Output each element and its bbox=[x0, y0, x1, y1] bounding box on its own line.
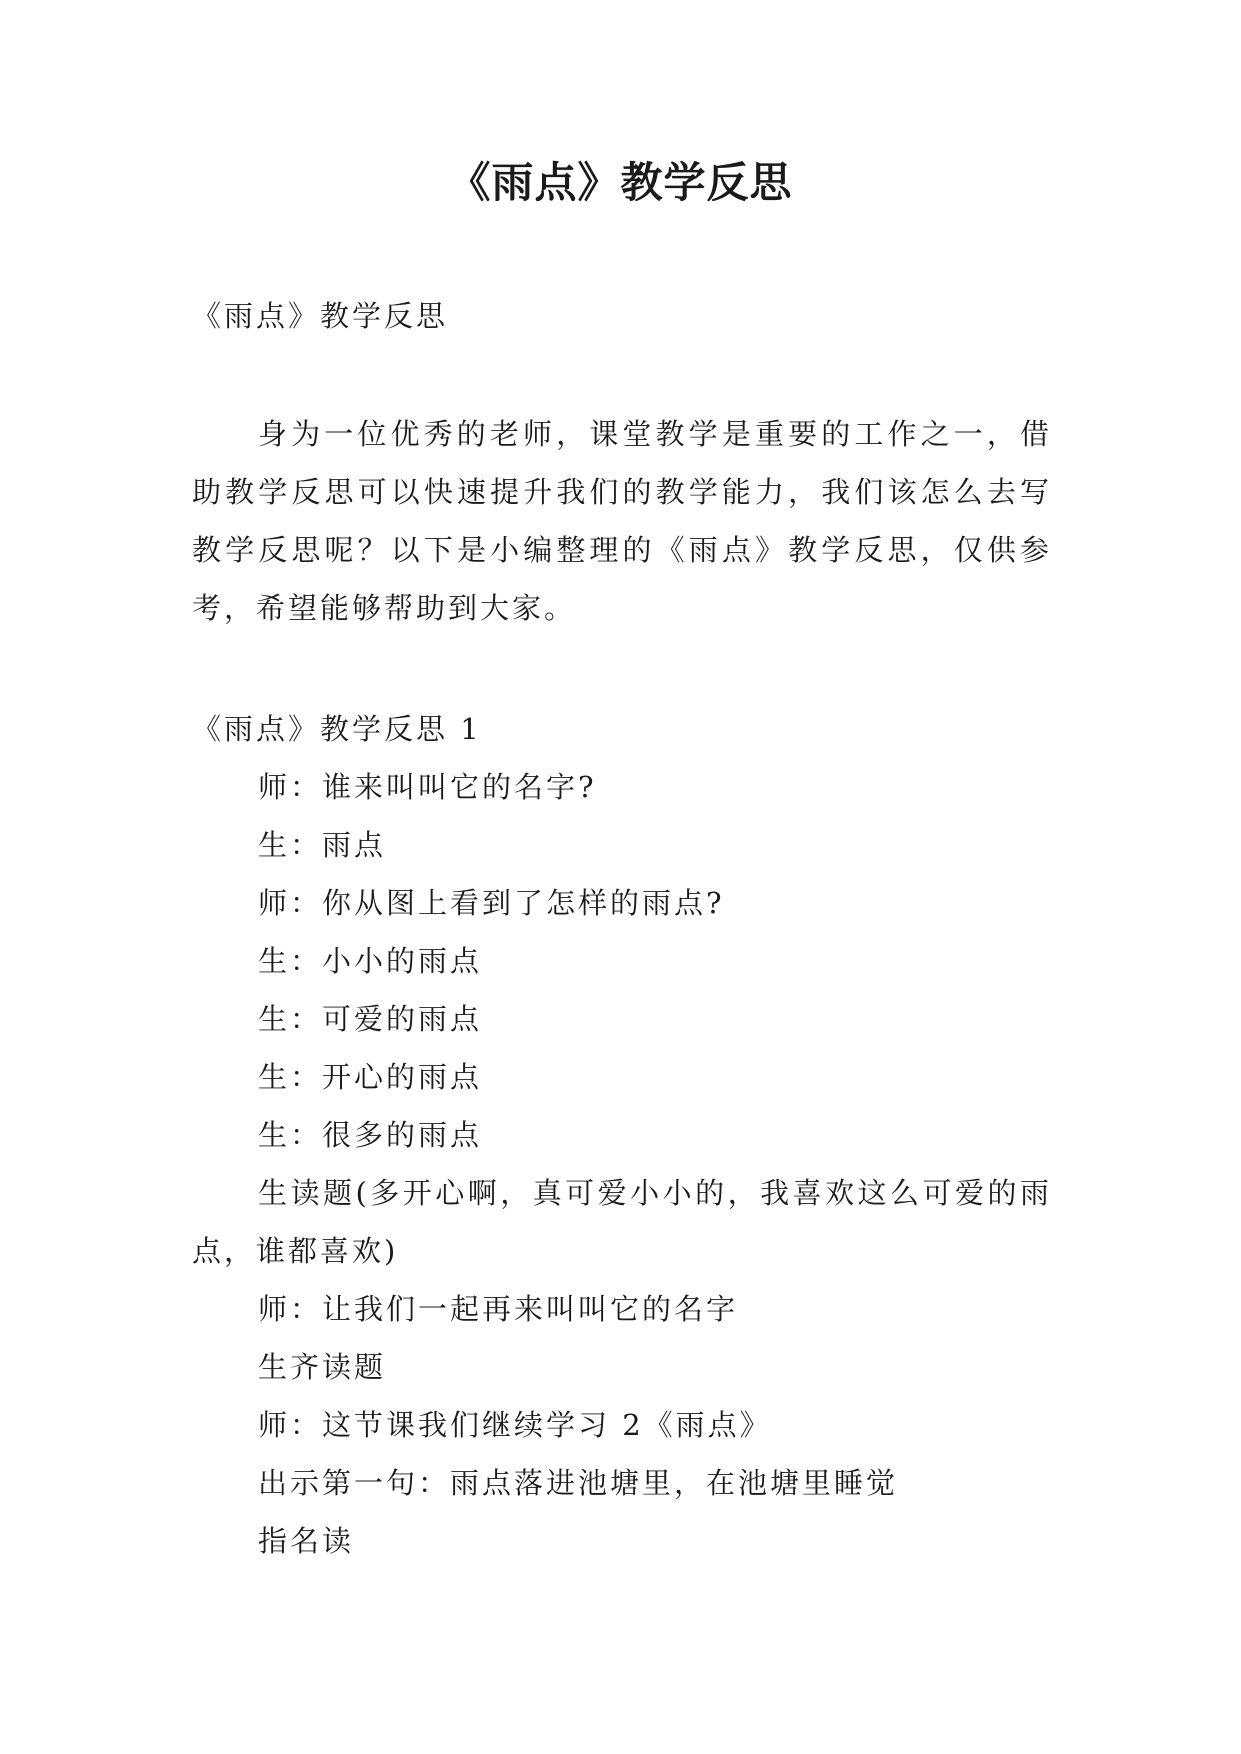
dialogue-line: 师：谁来叫叫它的名字? bbox=[258, 770, 597, 804]
dialogue-line: 生：雨点 bbox=[258, 828, 387, 862]
dialogue-line: 生：开心的雨点 bbox=[258, 1060, 483, 1094]
dialogue-line: 出示第一句：雨点落进池塘里，在池塘里睡觉 bbox=[258, 1466, 899, 1500]
dialogue-line: 生：可爱的雨点 bbox=[258, 1002, 483, 1036]
dialogue-line: 师：这节课我们继续学习 2《雨点》 bbox=[258, 1408, 772, 1442]
dialogue-line: 师：让我们一起再来叫叫它的名字 bbox=[258, 1292, 739, 1326]
intro-paragraph: 身为一位优秀的老师，课堂教学是重要的工作之一，借助教学反思可以快速提升我们的教学能力，我们该怎么去写教学反思呢？以下是小编整理的《雨点》教学反思，仅供参考，希望能够帮助到大家。 bbox=[192, 417, 1052, 625]
dialogue-line: 师：你从图上看到了怎样的雨点? bbox=[258, 886, 725, 920]
dialogue-line: 指名读 bbox=[258, 1524, 355, 1558]
document-title: 《雨点》教学反思 bbox=[448, 158, 793, 207]
dialogue-line: 生：小小的雨点 bbox=[258, 944, 483, 978]
section-heading: 《雨点》教学反思 1 bbox=[192, 712, 482, 746]
dialogue-line: 生齐读题 bbox=[258, 1350, 387, 1384]
dialogue-list bbox=[192, 758, 1052, 1570]
document-subtitle: 《雨点》教学反思 bbox=[192, 299, 449, 333]
dialogue-line: 生读题(多开心啊，真可爱小小的，我喜欢这么可爱的雨点，谁都喜欢) bbox=[192, 1176, 1052, 1268]
dialogue-line: 生：很多的雨点 bbox=[258, 1118, 483, 1152]
